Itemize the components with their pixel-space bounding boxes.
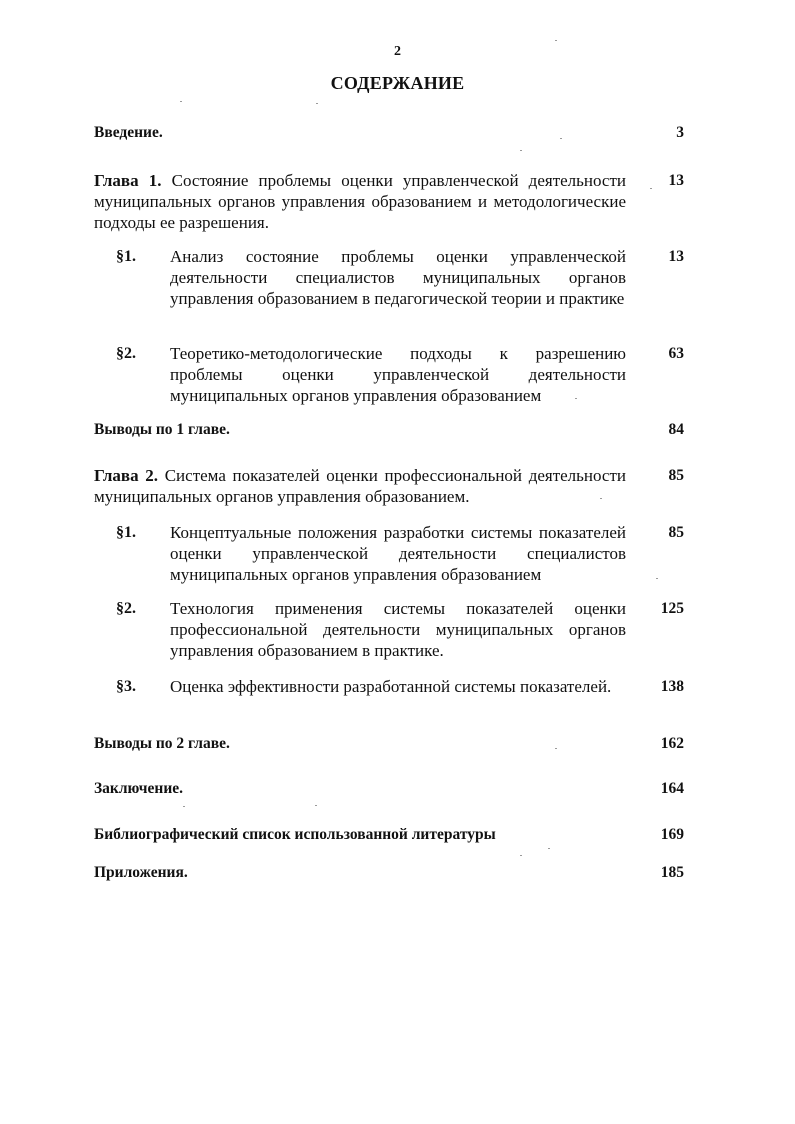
ch2-sec3-page: 138 bbox=[660, 678, 684, 695]
toc-entry-chapter-2-text bbox=[94, 465, 626, 507]
scan-speck bbox=[650, 188, 652, 189]
ch1-sec1-page: 13 bbox=[668, 248, 684, 265]
ch2-sec3-number: §3. bbox=[116, 678, 136, 695]
scan-speck bbox=[183, 806, 185, 807]
conclusion-page: 164 bbox=[660, 780, 684, 797]
ch1-sec2-text: Теоретико-методологические подходы к разрешению проблемы оценки управленческой деятельности муниципальных органов управления образованием bbox=[170, 344, 626, 405]
conclusion-text: Заключение. bbox=[94, 780, 184, 797]
scan-speck bbox=[555, 748, 557, 749]
scan-speck bbox=[560, 138, 562, 139]
scan-speck bbox=[316, 103, 318, 104]
conclusions-1-text: Выводы по 1 главе. bbox=[94, 421, 230, 438]
ch2-sec1-page: 85 bbox=[668, 524, 684, 541]
chapter-1-title: Состояние проблемы оценки управленческой деятельности муниципальных органов управления образованием и методологические подходы ее разрешения. bbox=[94, 171, 626, 232]
scan-speck bbox=[555, 40, 557, 41]
page-number: 2 bbox=[394, 44, 401, 59]
toc-entry-intro-text: Введение. bbox=[94, 124, 163, 141]
chapter-2-label: Глава 2. bbox=[94, 466, 159, 485]
conclusions-1-page: 84 bbox=[668, 421, 684, 438]
scan-speck bbox=[656, 578, 658, 579]
bibliography-page: 169 bbox=[660, 826, 684, 843]
chapter-2-title: Система показателей оценки профессиональной деятельности муниципальных органов управления образованием. bbox=[94, 466, 627, 506]
page-title: СОДЕРЖАНИЕ bbox=[330, 73, 465, 93]
conclusions-2-text: Выводы по 2 главе. bbox=[94, 735, 230, 752]
ch1-sec1-number: §1. bbox=[116, 248, 136, 265]
toc-entry-chapter-1-text bbox=[94, 170, 626, 233]
toc-entry-chapter-1-page: 13 bbox=[668, 172, 684, 189]
scan-speck bbox=[315, 805, 317, 806]
scan-speck bbox=[548, 848, 550, 849]
ch2-sec1-number: §1. bbox=[116, 524, 136, 541]
ch2-sec3-text: Оценка эффективности разработанной системы показателей. bbox=[170, 677, 612, 696]
ch2-sec2-number: §2. bbox=[116, 600, 136, 617]
ch1-sec2-number: §2. bbox=[116, 345, 136, 362]
scan-speck bbox=[520, 855, 522, 856]
appendices-text: Приложения. bbox=[94, 864, 188, 881]
ch1-sec2-page: 63 bbox=[668, 345, 684, 362]
bibliography-text: Библиографический список использованной литературы bbox=[94, 826, 496, 843]
scan-speck bbox=[575, 398, 577, 399]
ch2-sec2-text: Технология применения системы показателей оценки профессиональной деятельности муниципальных органов управления образованием в практике. bbox=[170, 599, 626, 660]
scan-speck bbox=[520, 150, 522, 151]
appendices-page: 185 bbox=[660, 864, 684, 881]
toc-entry-intro-page: 3 bbox=[676, 124, 684, 141]
ch2-sec2-page: 125 bbox=[660, 600, 684, 617]
ch2-sec1-text: Концептуальные положения разработки системы показателей оценки управленческой деятельности специалистов муниципальных органов управления образованием bbox=[170, 523, 626, 584]
conclusions-2-page: 162 bbox=[660, 735, 684, 752]
chapter-1-label: Глава 1. bbox=[94, 171, 162, 190]
toc-entry-chapter-2-page: 85 bbox=[668, 467, 684, 484]
scan-speck bbox=[600, 498, 602, 499]
ch1-sec1-text: Анализ состояние проблемы оценки управленческой деятельности специалистов муниципальных органов управления образованием в педагогической теории и практике bbox=[170, 247, 626, 308]
scan-speck bbox=[180, 101, 182, 102]
